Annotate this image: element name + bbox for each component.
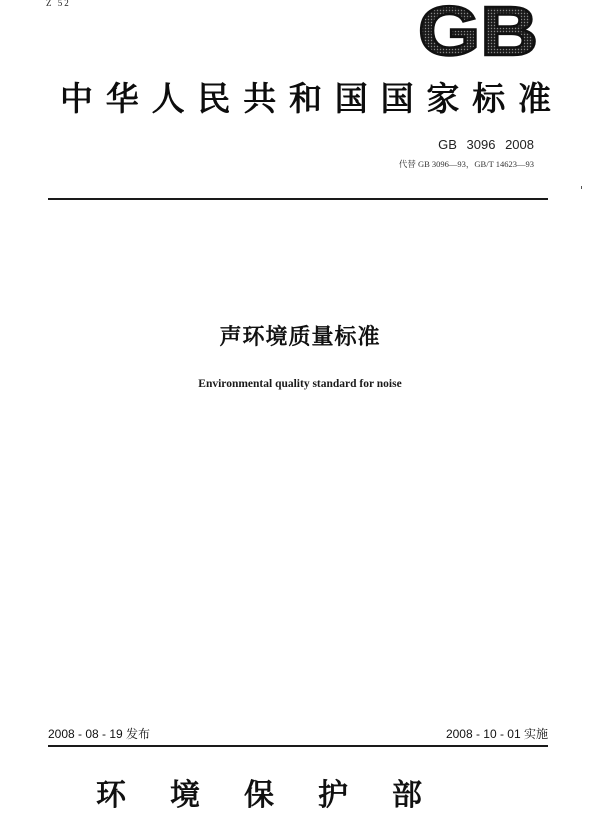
issuing-authority: 环境保护部	[96, 778, 466, 813]
implementation-date: 2008 - 10 - 01 实施	[445, 727, 548, 741]
top-rule	[48, 198, 548, 200]
bottom-rule	[48, 745, 548, 747]
gb-logo	[418, 0, 540, 58]
ics-code: Z 52	[46, 0, 71, 8]
replaces-note: 代替 GB 3096—93，GB/T 14623—93	[398, 159, 534, 169]
national-standard-heading: 中华人民共和国国家标准	[60, 79, 564, 118]
issue-date: 2008 - 08 - 19 发布	[48, 727, 151, 741]
scan-mark	[581, 186, 582, 189]
standard-number: GB 3096 2008	[438, 137, 534, 152]
title-chinese: 声环境质量标准	[219, 325, 381, 350]
gb-logo-text: GB	[418, 0, 538, 58]
title-english: Environmental quality standard for noise	[198, 378, 402, 390]
